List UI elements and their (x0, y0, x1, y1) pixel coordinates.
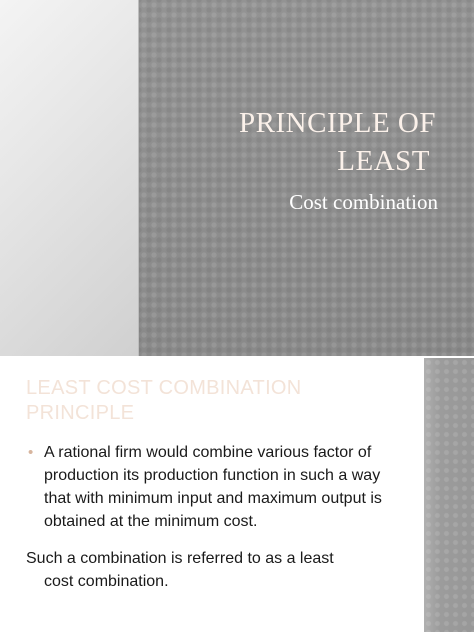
heading-line-2: PRINCIPLE (26, 402, 135, 424)
bullet-item (26, 441, 406, 533)
slide-subtitle: Cost combination (289, 190, 438, 214)
paragraph-line-2: cost combination. (44, 573, 169, 590)
paragraph-line-1: Such a combination is referred to as a least (26, 550, 334, 567)
content-slide-heading (26, 376, 416, 426)
content-slide-side-strip (424, 358, 474, 632)
title-slide-left-panel (0, 0, 138, 356)
slide-title-line-1: PRINCIPLE OF (239, 107, 436, 139)
bullet-text: A rational firm would combine various factor of production its production function in such a way that with minimum input and maximum output is obtained at the minimum cost. (44, 444, 382, 530)
heading-line-1: LEAST COST COMBINATION (26, 377, 302, 399)
content-slide-body (26, 441, 406, 593)
body-paragraph (26, 547, 406, 593)
content-slide (0, 358, 474, 632)
bullet-icon: • (28, 444, 34, 461)
slide-title (136, 104, 436, 180)
slide-title-line-2: LEAST (337, 145, 430, 177)
